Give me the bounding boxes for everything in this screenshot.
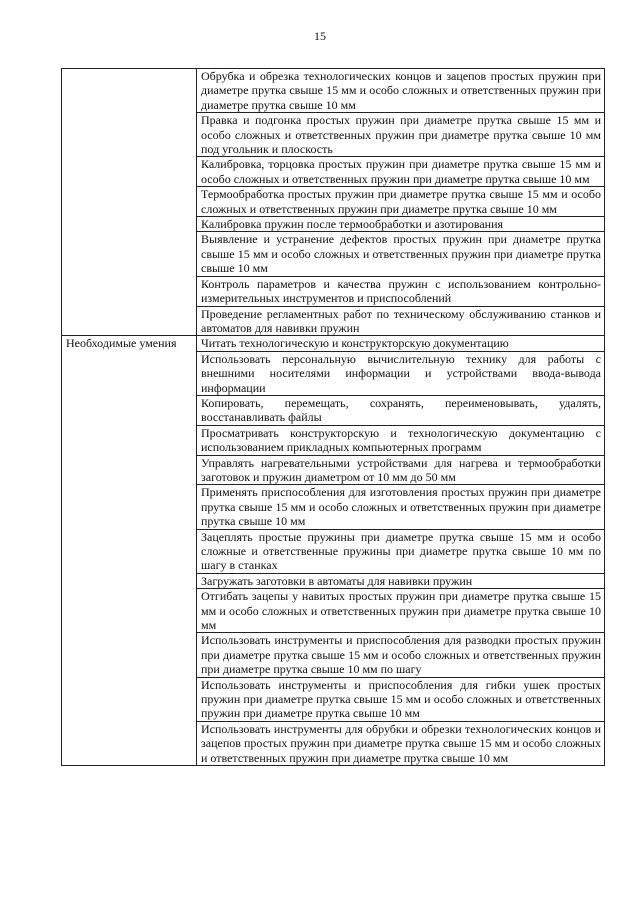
- table-row: [62, 157, 605, 187]
- section-label-continuation: [62, 395, 197, 425]
- table-row: [62, 485, 605, 529]
- requirement-item: Использовать персональную вычислительную технику для работы с внешними носителями информации и устройствами ввода-вывода информации: [197, 351, 605, 395]
- section-label-continuation: [62, 677, 197, 721]
- section-label-continuation: [62, 589, 197, 633]
- requirement-item: Правка и подгонка простых пружин при диаметре прутка свыше 15 мм и особо сложных и ответственных пружин при диаметре прутка свыше 10 мм под угольник и плоскость: [197, 113, 605, 157]
- section-label-continuation: [62, 455, 197, 485]
- requirement-item: Отгибать зацепы у навитых простых пружин при диаметре прутка свыше 15 мм и особо сложных и ответственных пружин при диаметре прутка свыше 10 мм: [197, 589, 605, 633]
- table-row: [62, 113, 605, 157]
- table-row: [62, 217, 605, 232]
- section-label-continuation: [62, 113, 197, 157]
- table-row: [62, 455, 605, 485]
- table-row: [62, 589, 605, 633]
- requirement-item: Применять приспособления для изготовления простых пружин при диаметре прутка свыше 15 мм и особо сложных и ответственных пружин при диаметре прутка свыше 10 мм: [197, 485, 605, 529]
- requirement-item: Термообработка простых пружин при диаметре прутка свыше 15 мм и особо сложных и ответственных пружин при диаметре прутка свыше 10 мм: [197, 187, 605, 217]
- requirement-item: Зацеплять простые пружины при диаметре прутка свыше 15 мм и особо сложные и ответственные пружины при диаметре прутка свыше 10 мм по шагу в станках: [197, 529, 605, 573]
- section-label-continuation: [62, 306, 197, 336]
- section-label-continuation: [62, 187, 197, 217]
- requirements-table-body: [62, 69, 605, 766]
- section-label: Необходимые умения: [62, 336, 197, 351]
- section-label-continuation: [62, 351, 197, 395]
- section-label-continuation: [62, 573, 197, 588]
- table-row: [62, 232, 605, 276]
- requirement-item: Использовать инструменты и приспособления для разводки простых пружин при диаметре прутка свыше 15 мм и особо сложных и ответственных пружин при диаметре прутка свыше 10 мм по шагу: [197, 633, 605, 677]
- table-row: [62, 721, 605, 765]
- requirement-item: Использовать инструменты для обрубки и обрезки технологических концов и зацепов простых пружин при диаметре прутка свыше 15 мм и особо сложных и ответственных пружин при диаметре прутка свыше 10 мм: [197, 721, 605, 765]
- requirement-item: Обрубка и обрезка технологических концов и зацепов простых пружин при диаметре прутка свыше 15 мм и особо сложных и ответственных пружин при диаметре прутка свыше 10 мм: [197, 69, 605, 113]
- section-label-continuation: [62, 232, 197, 276]
- section-label-continuation: [62, 485, 197, 529]
- table-row: [62, 306, 605, 336]
- requirement-item: Выявление и устранение дефектов простых пружин при диаметре прутка свыше 15 мм и особо сложных и ответственных пружин при диаметре прутка свыше 10 мм: [197, 232, 605, 276]
- section-label-continuation: [62, 157, 197, 187]
- requirement-item: Проведение регламентных работ по техническому обслуживанию станков и автоматов для навивки пружин: [197, 306, 605, 336]
- requirement-item: Использовать инструменты и приспособления для гибки ушек простых пружин при диаметре прутка свыше 15 мм и особо сложных и ответственных пружин при диаметре прутка свыше 10 мм: [197, 677, 605, 721]
- section-label-continuation: [62, 529, 197, 573]
- table-row: [62, 351, 605, 395]
- requirement-item: Контроль параметров и качества пружин с использованием контрольно-измерительных инструментов и приспособлений: [197, 276, 605, 306]
- section-label-continuation: [62, 217, 197, 232]
- table-row: [62, 69, 605, 113]
- requirement-item: Загружать заготовки в автоматы для навивки пружин: [197, 573, 605, 588]
- table-row: [62, 276, 605, 306]
- section-label-continuation: [62, 276, 197, 306]
- section-label-empty: [62, 69, 197, 113]
- page-number: 15: [314, 29, 326, 43]
- table-row: [62, 677, 605, 721]
- requirement-item: Читать технологическую и конструкторскую документацию: [197, 336, 605, 351]
- section-label-continuation: [62, 721, 197, 765]
- table-row: [62, 395, 605, 425]
- section-label-continuation: [62, 633, 197, 677]
- requirement-item: Калибровка пружин после термообработки и азотирования: [197, 217, 605, 232]
- table-row: [62, 336, 605, 351]
- table-row: [62, 573, 605, 588]
- requirement-item: Калибровка, торцовка простых пружин при диаметре прутка свыше 15 мм и особо сложных и ответственных пружин при диаметре прутка свыше 10 мм: [197, 157, 605, 187]
- table-row: [62, 529, 605, 573]
- table-row: [62, 633, 605, 677]
- requirement-item: Просматривать конструкторскую и технологическую документацию с использованием прикладных компьютерных программ: [197, 425, 605, 455]
- table-row: [62, 187, 605, 217]
- requirement-item: Управлять нагревательными устройствами для нагрева и термообработки заготовок и пружин диаметром от 10 мм до 50 мм: [197, 455, 605, 485]
- section-label-continuation: [62, 425, 197, 455]
- requirements-table: [61, 68, 605, 766]
- table-row: [62, 425, 605, 455]
- requirement-item: Копировать, перемещать, сохранять, переименовывать, удалять, восстанавливать файлы: [197, 395, 605, 425]
